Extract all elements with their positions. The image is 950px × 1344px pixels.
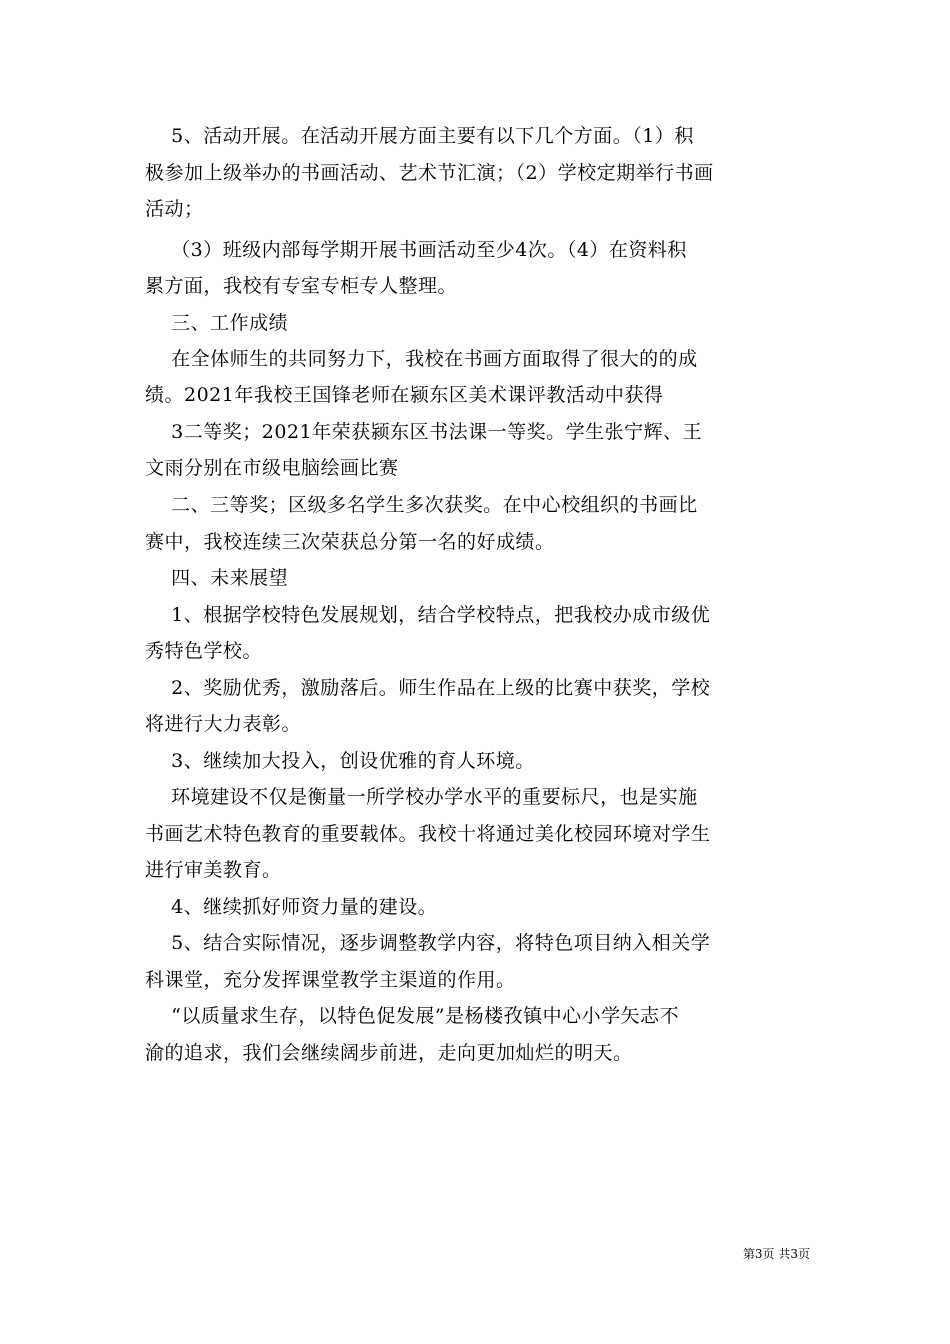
text-line: 活动； [145,198,204,220]
text-line: 二、三等奖；区级多名学生多次获奖。在中心校组织的书画比 [145,494,698,516]
text-line: 3、继续加大投入，创设优雅的育人环境。 [145,750,535,772]
text-line: 极参加上级举办的书画活动、艺术节汇演；（2）学校定期举行书画 [145,162,714,184]
text-line: 绩。2021年我校王国锋老师在颍东区美术课评教活动中获得 [145,384,664,406]
text-line: 进行审美教育。 [145,859,282,881]
text-line: 2、奖励优秀，激励落后。师生作品在上级的比赛中获奖，学校 [145,677,711,699]
text-line: 3二等奖；2021年荣获颍东区书法课一等奖。学生张宁辉、王 [145,421,703,443]
text-line: 文雨分别在市级电脑绘画比赛 [145,457,399,479]
text-line: 5、活动开展。在活动开展方面主要有以下几个方面。（1）积 [145,125,694,147]
text-line: 渝的追求，我们会继续阔步前进，走向更加灿烂的明天。 [145,1042,633,1064]
text-line: 秀特色学校。 [145,640,263,662]
text-line: 书画艺术特色教育的重要载体。我校十将通过美化校园环境对学生 [145,823,711,845]
page-number: 第3页 共3页 [742,1247,810,1261]
text-line: 4、继续抓好师资力量的建设。 [145,896,438,918]
section-heading: 三、工作成绩 [145,312,289,334]
text-line: 科课堂，充分发挥课堂教学主渠道的作用。 [145,969,516,991]
text-line: 将进行大力表彰。 [145,713,302,735]
text-line: 5、结合实际情况，逐步调整教学内容，将特色项目纳入相关学 [145,932,711,954]
text-line: 环境建设不仅是衡量一所学校办学水平的重要标尺，也是实施 [145,786,698,808]
section-heading: 四、未来展望 [145,567,289,589]
text-line: 累方面，我校有专室专柜专人整理。 [145,275,458,297]
text-line: 赛中，我校连续三次荣获总分第一名的好成绩。 [145,531,555,553]
text-line: 在全体师生的共同努力下，我校在书画方面取得了很大的的成 [145,348,698,370]
text-line: 1、根据学校特色发展规划，结合学校特点，把我校办成市级优 [145,604,711,626]
text-line: “以质量求生存，以特色促发展”是杨楼孜镇中心小学矢志不 [145,1005,680,1027]
text-line: （3）班级内部每学期开展书画活动至少4次。（4）在资料积 [145,239,687,261]
